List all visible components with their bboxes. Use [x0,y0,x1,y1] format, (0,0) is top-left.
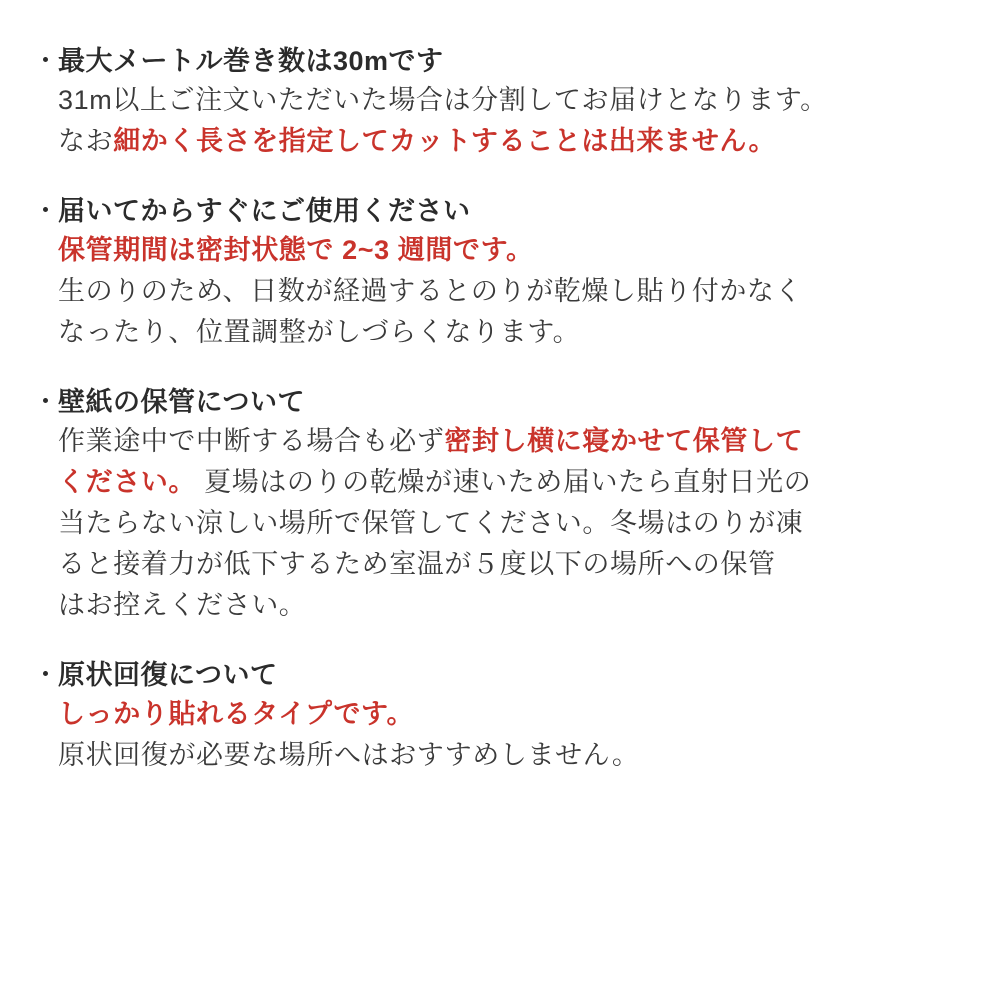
section-heading: 原状回復について [58,660,278,690]
text-line [58,585,970,626]
section-body [32,230,970,353]
section-heading: 届いてからすぐにご使用ください [58,196,471,226]
section-max-length [32,42,970,162]
text-line [58,694,970,735]
sections-container [32,42,970,776]
text-line [58,230,970,271]
section-heading-row [32,656,970,694]
section-heading-row [32,192,970,230]
section-use-immediately [32,192,970,353]
body-text: 31m以上ご注文いただいた場合は分割してお届けとなります。 [58,85,828,115]
text-line [58,121,970,162]
text-line [58,312,970,353]
section-restoration [32,656,970,776]
text-line [58,735,970,776]
body-text: ると接着力が低下するため室温が５度以下の場所への保管 [58,549,776,579]
body-text: なお [58,126,114,156]
section-heading: 壁紙の保管について [58,387,305,417]
emphasis-text: 保管期間は密封状態で 2~3 週間です。 [58,235,534,265]
bullet-icon: ・ [32,46,59,76]
text-line [58,421,970,462]
text-line [58,544,970,585]
bullet-icon: ・ [32,387,59,417]
body-text: はお控えください。 [58,590,307,620]
section-body [32,80,970,162]
emphasis-text: ください。 [58,467,196,497]
body-text: 生のりのため、日数が経過するとのりが乾燥し貼り付かなく [58,276,803,306]
section-heading-row [32,42,970,80]
text-line [58,503,970,544]
text-line [58,271,970,312]
body-text: 原状回復が必要な場所へはおすすめしません。 [58,740,640,770]
text-line [58,462,970,503]
section-heading-row [32,383,970,421]
bullet-icon: ・ [32,196,59,226]
section-body [32,694,970,776]
body-text: なったり、位置調整がしづらくなります。 [58,317,581,347]
body-text: 当たらない涼しい場所で保管してください。冬場はのりが凍 [58,508,804,538]
emphasis-text: しっかり貼れるタイプです。 [58,699,415,729]
body-text: 夏場はのりの乾燥が速いため届いたら直射日光の [196,467,812,497]
emphasis-text: 細かく長さを指定してカットすることは出来ません。 [113,126,777,156]
bullet-icon: ・ [32,660,59,690]
text-line [58,80,970,121]
section-body [32,421,970,626]
section-heading: 最大メートル巻き数は30mです [58,46,444,76]
section-storage [32,383,970,626]
emphasis-text: 密封し横に寝かせて保管して [444,426,804,456]
body-text: 作業途中で中断する場合も必ず [58,426,445,456]
